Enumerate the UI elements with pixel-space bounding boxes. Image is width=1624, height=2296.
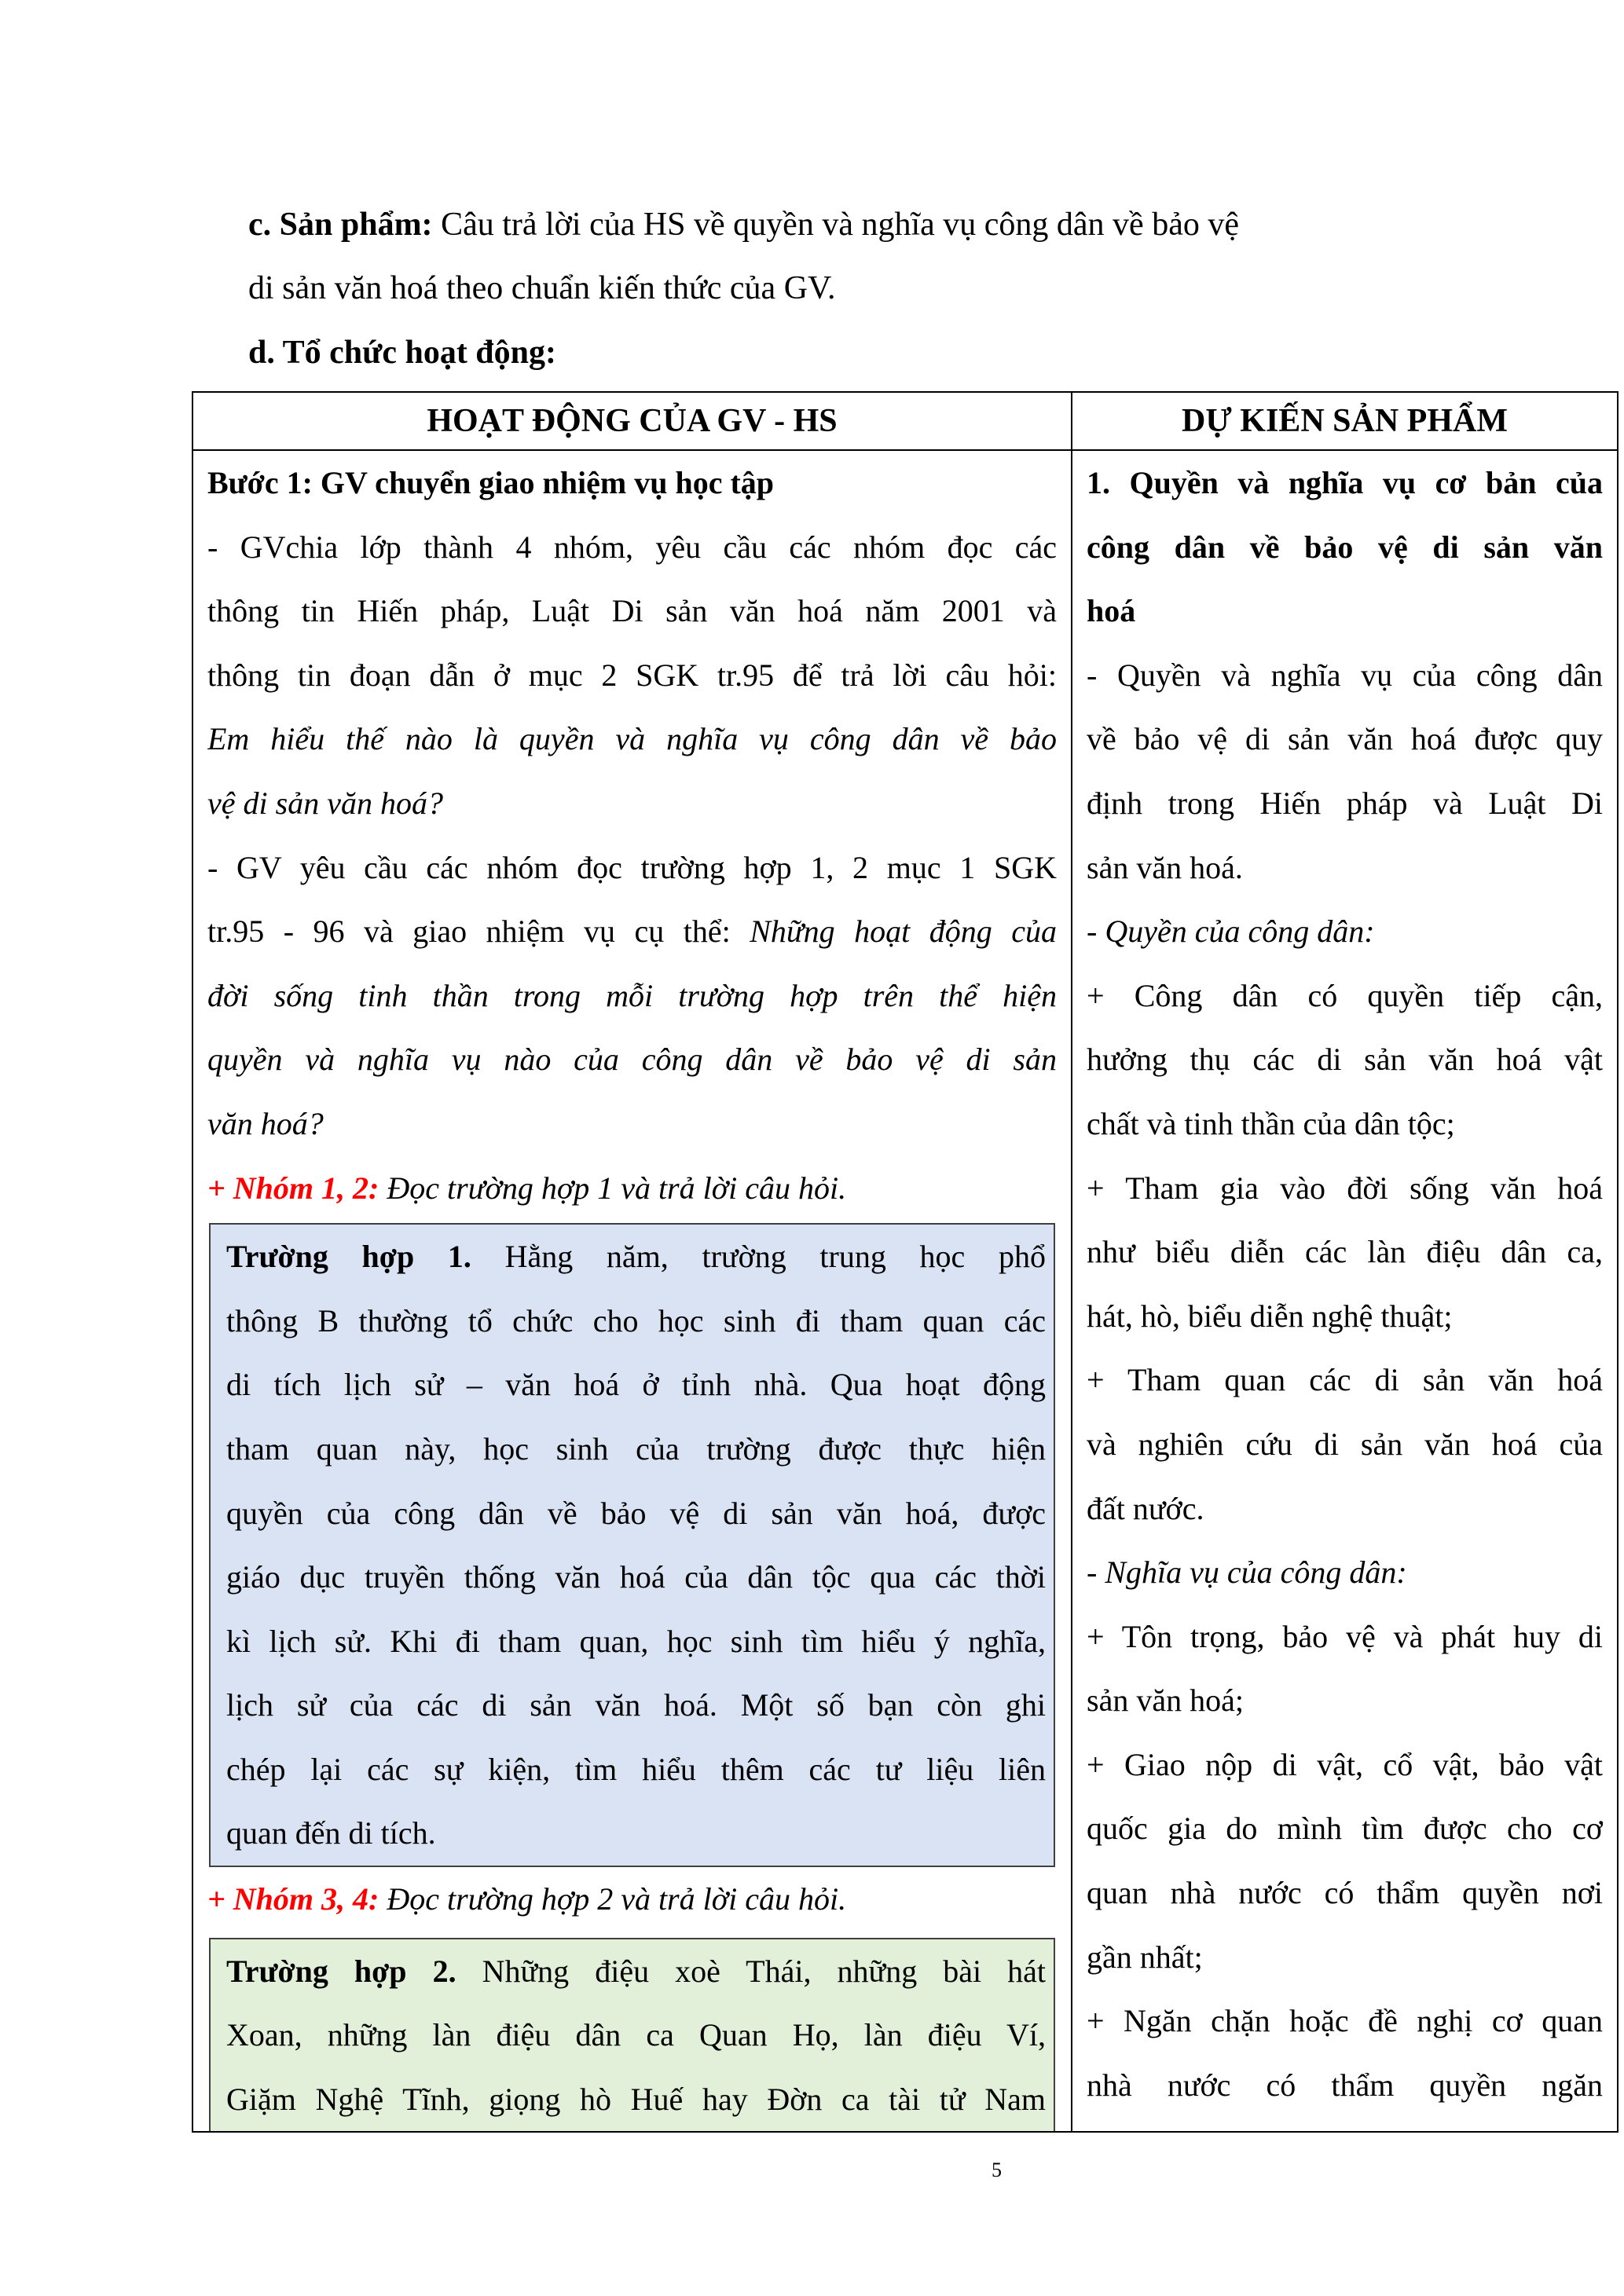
- text-segment: d. Tổ chức hoạt động:: [248, 335, 557, 371]
- text-line: [1087, 1605, 1603, 1669]
- page-number: 5: [992, 2159, 1002, 2181]
- text-line: [226, 1801, 1046, 1866]
- text-line: [1087, 1477, 1603, 1541]
- text-line: [1087, 1284, 1603, 1349]
- text-line: [226, 1353, 1046, 1417]
- text-segment: Xoan, những làn điệu dân ca Quan Họ, làn điệu Ví,: [226, 2017, 1046, 2053]
- text-line: [207, 1027, 1057, 1092]
- text-segment: công dân về bảo vệ di sản văn: [1087, 529, 1603, 565]
- text-segment: + Ngăn chặn hoặc đề nghị cơ quan: [1087, 2003, 1603, 2039]
- text-line: [207, 643, 1057, 708]
- text-segment: + Tham quan các di sản văn hoá: [1087, 1362, 1603, 1398]
- text-segment: Trường hợp 2.: [226, 1953, 456, 1989]
- activity-table: [192, 391, 1619, 2133]
- text-segment: thông tin Hiến pháp, Luật Di sản văn hoá năm 2001 và: [207, 593, 1057, 629]
- text-segment: lịch sử của các di sản văn hoá. Một số bạn còn ghi: [226, 1687, 1046, 1723]
- text-line: [1087, 771, 1603, 836]
- text-segment: định trong Hiến pháp và Luật Di: [1087, 785, 1603, 821]
- text-segment: vệ di sản văn hoá?: [207, 785, 443, 821]
- case-2-box: [209, 1938, 1055, 2132]
- text-segment: di tích lịch sử – văn hoá ở tỉnh nhà. Qua hoạt động: [226, 1367, 1046, 1403]
- text-segment: di sản văn hoá theo chuẩn kiến thức của GV.: [248, 270, 836, 306]
- text-segment: c. Sản phẩm:: [248, 207, 433, 243]
- header-expected-products: DỰ KIẾN SẢN PHẨM: [1072, 392, 1618, 450]
- text-line: [207, 1867, 1057, 1932]
- text-segment: Đọc trường hợp 1 và trả lời câu hỏi.: [379, 1170, 847, 1206]
- text-segment: chép lại các sự kiện, tìm hiểu thêm các tư liệu liên: [226, 1751, 1046, 1787]
- text-line: [1087, 1861, 1603, 1925]
- text-segment: Hằng năm, trường trung học phổ: [471, 1239, 1046, 1275]
- text-segment: và nghiên cứu di sản văn hoá của: [1087, 1426, 1603, 1462]
- text-segment: văn hoá?: [207, 1105, 324, 1141]
- text-line: [1087, 1156, 1603, 1221]
- text-segment: quyền và nghĩa vụ nào của công dân về bảo vệ di sản: [207, 1042, 1057, 1078]
- text-segment: sản văn hoá;: [1087, 1683, 1244, 1719]
- text-segment: sản văn hoá.: [1087, 849, 1243, 885]
- text-segment: - Quyền và nghĩa vụ của công dân: [1087, 657, 1603, 693]
- text-segment: gần nhất;: [1087, 1939, 1203, 1975]
- text-line: [1087, 1733, 1603, 1797]
- text-segment: quan đến di tích.: [226, 1815, 436, 1851]
- text-segment: thông tin đoạn dẫn ở mục 2 SGK tr.95 để trả lời câu hỏi:: [207, 657, 1057, 693]
- text-segment: Những điệu xoè Thái, những bài hát: [456, 1953, 1046, 1989]
- text-line: [226, 1609, 1046, 1674]
- text-segment: Câu trả lời của HS về quyền và nghĩa vụ công dân về bảo vệ: [432, 207, 1239, 243]
- text-segment: - Nghĩa vụ của công dân:: [1087, 1554, 1407, 1591]
- text-segment: quốc gia do mình tìm được cho cơ: [1087, 1811, 1603, 1847]
- text-line: [207, 964, 1057, 1028]
- text-line: [207, 1092, 1057, 1156]
- text-line: [207, 899, 1057, 964]
- text-line: [207, 579, 1057, 643]
- text-segment: Những hoạt động của: [750, 914, 1057, 950]
- text-line: [1087, 515, 1603, 580]
- header-activities: HOẠT ĐỘNG CỦA GV - HS: [192, 392, 1072, 450]
- text-segment: Giặm Nghệ Tĩnh, giọng hò Huế hay Đờn ca tài tử Nam: [226, 2081, 1046, 2117]
- text-segment: - GVchia lớp thành 4 nhóm, yêu cầu các nhóm đọc các: [207, 529, 1057, 565]
- text-line: [207, 707, 1057, 771]
- text-segment: + Tôn trọng, bảo vệ và phát huy di: [1087, 1618, 1603, 1654]
- text-line: [226, 1417, 1046, 1481]
- text-line: [1087, 1540, 1603, 1605]
- text-segment: hoá: [1087, 593, 1136, 629]
- text-segment: 1. Quyền và nghĩa vụ cơ bản của: [1087, 465, 1603, 500]
- text-line: [207, 1156, 1057, 1221]
- group-label: + Nhóm 3, 4:: [207, 1881, 379, 1917]
- text-line: [1087, 1092, 1603, 1156]
- text-segment: chất và tinh thần của dân tộc;: [1087, 1105, 1455, 1141]
- text-line: [1087, 1220, 1603, 1284]
- text-line: [1087, 707, 1603, 771]
- expected-products-cell: [1072, 450, 1618, 2132]
- text-line: [1087, 1989, 1603, 2053]
- text-line: [1087, 1925, 1603, 1990]
- text-line: [1087, 1348, 1603, 1412]
- intro-line: [248, 320, 556, 385]
- text-line: [1087, 1668, 1603, 1733]
- text-segment: kì lịch sử. Khi đi tham quan, học sinh tìm hiểu ý nghĩa,: [226, 1623, 1046, 1659]
- case-1-box: [209, 1223, 1055, 1867]
- text-segment: đất nước.: [1087, 1490, 1204, 1526]
- text-line: [226, 1225, 1046, 1289]
- text-line: [1087, 1796, 1603, 1861]
- text-line: [226, 1738, 1046, 1802]
- text-line: [207, 451, 1057, 515]
- text-line: [207, 836, 1057, 900]
- text-segment: quan nhà nước có thẩm quyền nơi: [1087, 1875, 1603, 1911]
- text-segment: đời sống tinh thần trong mỗi trường hợp trên thể hiện: [207, 977, 1057, 1013]
- text-segment: quyền của công dân về bảo vệ di sản văn hoá, được: [226, 1495, 1046, 1531]
- text-line: [226, 1673, 1046, 1738]
- text-line: [1087, 1027, 1603, 1092]
- table-row: [192, 450, 1618, 2132]
- text-line: [1087, 899, 1603, 964]
- activities-cell: [192, 450, 1072, 2132]
- table-header-row: [192, 392, 1618, 450]
- text-line: [1087, 2053, 1603, 2118]
- text-segment: + Giao nộp di vật, cổ vật, bảo vật: [1087, 1746, 1603, 1782]
- text-segment: Bước 1: GV chuyển giao nhiệm vụ học tập: [207, 465, 775, 500]
- text-segment: về bảo vệ di sản văn hoá được quy: [1087, 721, 1603, 757]
- text-segment: thông B thường tổ chức cho học sinh đi tham quan các: [226, 1302, 1046, 1338]
- text-segment: giáo dục truyền thống văn hoá của dân tộc qua các thời: [226, 1559, 1046, 1595]
- intro-line: [248, 256, 835, 320]
- text-line: [226, 1939, 1046, 2004]
- text-line: [226, 2067, 1046, 2132]
- text-line: [207, 771, 1057, 836]
- intro-line: [248, 192, 1239, 257]
- text-line: [1087, 964, 1603, 1028]
- text-segment: Trường hợp 1.: [226, 1239, 471, 1275]
- text-segment: + Công dân có quyền tiếp cận,: [1087, 977, 1603, 1013]
- text-line: [226, 1545, 1046, 1609]
- text-segment: + Tham gia vào đời sống văn hoá: [1087, 1170, 1603, 1206]
- text-segment: hát, hò, biểu diễn nghệ thuật;: [1087, 1298, 1453, 1334]
- text-line: [1087, 1412, 1603, 1477]
- text-segment: nhà nước có thẩm quyền ngăn: [1087, 2067, 1603, 2103]
- text-line: [1087, 643, 1603, 708]
- text-line: [207, 515, 1057, 580]
- group-label: + Nhóm 1, 2:: [207, 1170, 379, 1206]
- text-segment: - GV yêu cầu các nhóm đọc trường hợp 1, 2 mục 1 SGK: [207, 849, 1057, 885]
- text-line: [1087, 451, 1603, 515]
- text-segment: Em hiểu thế nào là quyền và nghĩa vụ công dân về bảo: [207, 721, 1057, 757]
- text-segment: hưởng thụ các di sản văn hoá vật: [1087, 1042, 1603, 1078]
- text-segment: tr.95 - 96 và giao nhiệm vụ cụ thể:: [207, 914, 750, 950]
- text-line: [1087, 836, 1603, 900]
- text-line: [1087, 579, 1603, 643]
- text-line: [226, 1289, 1046, 1353]
- text-line: [226, 2003, 1046, 2067]
- text-segment: như biểu diễn các làn điệu dân ca,: [1087, 1234, 1603, 1270]
- text-segment: tham quan này, học sinh của trường được thực hiện: [226, 1430, 1046, 1467]
- text-line: [226, 1481, 1046, 1546]
- text-segment: Đọc trường hợp 2 và trả lời câu hỏi.: [379, 1881, 847, 1917]
- text-segment: - Quyền của công dân:: [1087, 914, 1375, 950]
